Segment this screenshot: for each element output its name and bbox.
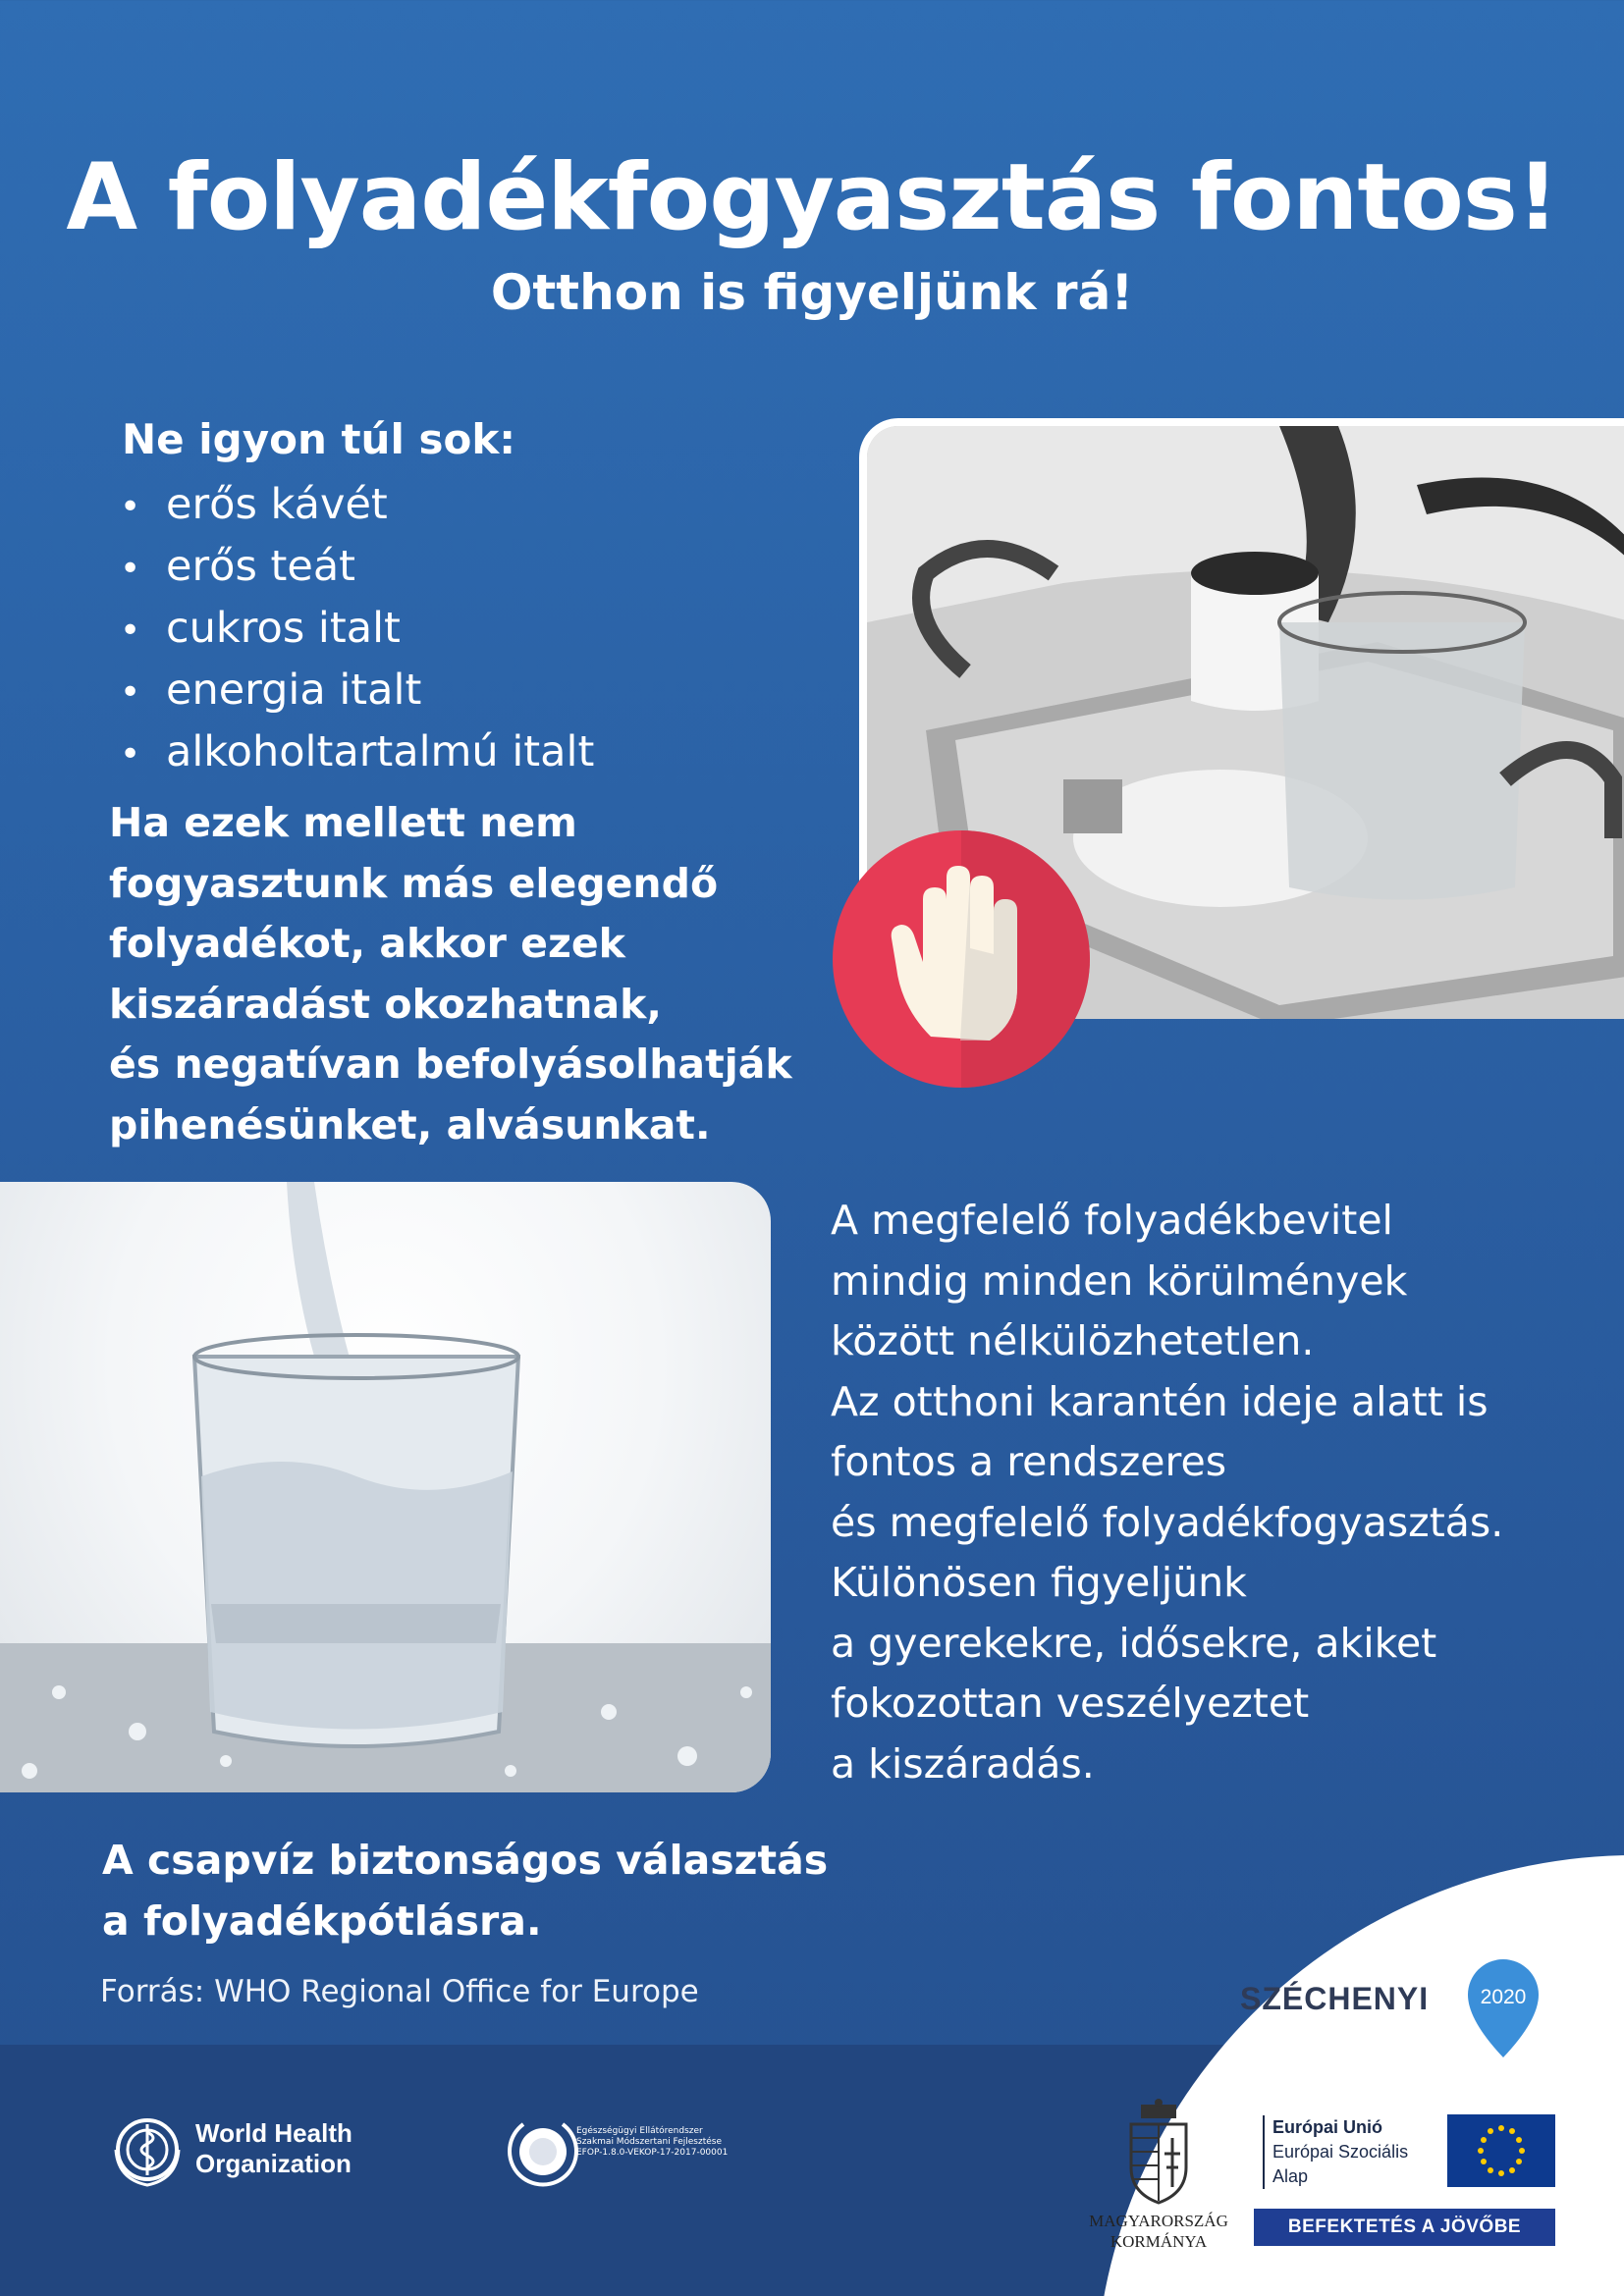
water-glass-photo [0, 1182, 771, 1792]
eu-text [1263, 2115, 1408, 2189]
szechenyi-year: 2020 [1480, 1986, 1527, 2008]
eu-union-label: Európai Unió [1272, 2117, 1382, 2137]
efop-text: Egészségügyi Ellátórendszer Szakmai Módszertani Fejlesztése EFOP-1.8.0-VEKOP-17-2017-00001 [576, 2126, 729, 2158]
list-item [120, 599, 594, 661]
bullet-icon: • [120, 549, 141, 589]
list-item [120, 661, 594, 722]
government-wordmark: MAGYARORSZÁG KORMÁNYA [1089, 2212, 1228, 2251]
warning-list [120, 475, 594, 784]
map-pin-icon [1466, 1957, 1541, 2059]
list-item-label: cukros italt [166, 604, 401, 653]
warning-paragraph: Ha ezek mellett nem fogyasztunk más elegendő folyadékot, akkor ezek kiszáradást okozhatnak, és negatívan befolyásolhatják pihenésünket, alvásunkat. [109, 799, 792, 1148]
szechenyi-wordmark: SZÉCHENYI [1240, 1981, 1430, 2016]
tap-water-paragraph: A csapvíz biztonságos választás a folyadékpótlásra. [102, 1837, 829, 1945]
bullet-icon: • [120, 611, 141, 651]
eu-flag-icon [1447, 2114, 1555, 2187]
page-title: A folyadékfogyasztás fontos! [66, 144, 1558, 251]
list-item-label: erős teát [166, 542, 356, 591]
warning-heading: Ne igyon túl sok: [122, 415, 516, 463]
invest-banner: BEFEKTETÉS A JÖVŐBE [1254, 2209, 1555, 2246]
who-emblem-icon [108, 2110, 187, 2189]
list-item-label: energia italt [166, 666, 422, 715]
hungarian-crest-icon [1119, 2099, 1198, 2207]
who-wordmark: World Health Organization [195, 2118, 352, 2178]
list-item [120, 537, 594, 599]
bullet-icon: • [120, 734, 141, 774]
list-item [120, 722, 594, 784]
info-paragraph: A megfelelő folyadékbevitel mindig minden körülmények között nélkülözhetetlen. Az otthoni karantén ideje alatt is fontos a rendszeres és megfelelő folyadékfogyasztás. Különösen figyeljünk a gyerekekre, idősekre, akiket fokozottan veszélyeztet a kiszáradás. [831, 1197, 1504, 1788]
source-citation: Forrás: WHO Regional Office for Europe [100, 1974, 699, 2009]
eu-fund-label: Európai Szociális Alap [1272, 2142, 1409, 2186]
list-item [120, 475, 594, 537]
water-glass-illustration [0, 1182, 771, 1792]
stop-hand-icon [833, 830, 1090, 1088]
bullet-icon: • [120, 672, 141, 713]
page-subtitle: Otthon is figyeljünk rá! [490, 264, 1134, 321]
bullet-icon: • [120, 487, 141, 527]
list-item-label: alkoholtartalmú italt [166, 727, 595, 776]
list-item-label: erős kávét [166, 480, 388, 529]
